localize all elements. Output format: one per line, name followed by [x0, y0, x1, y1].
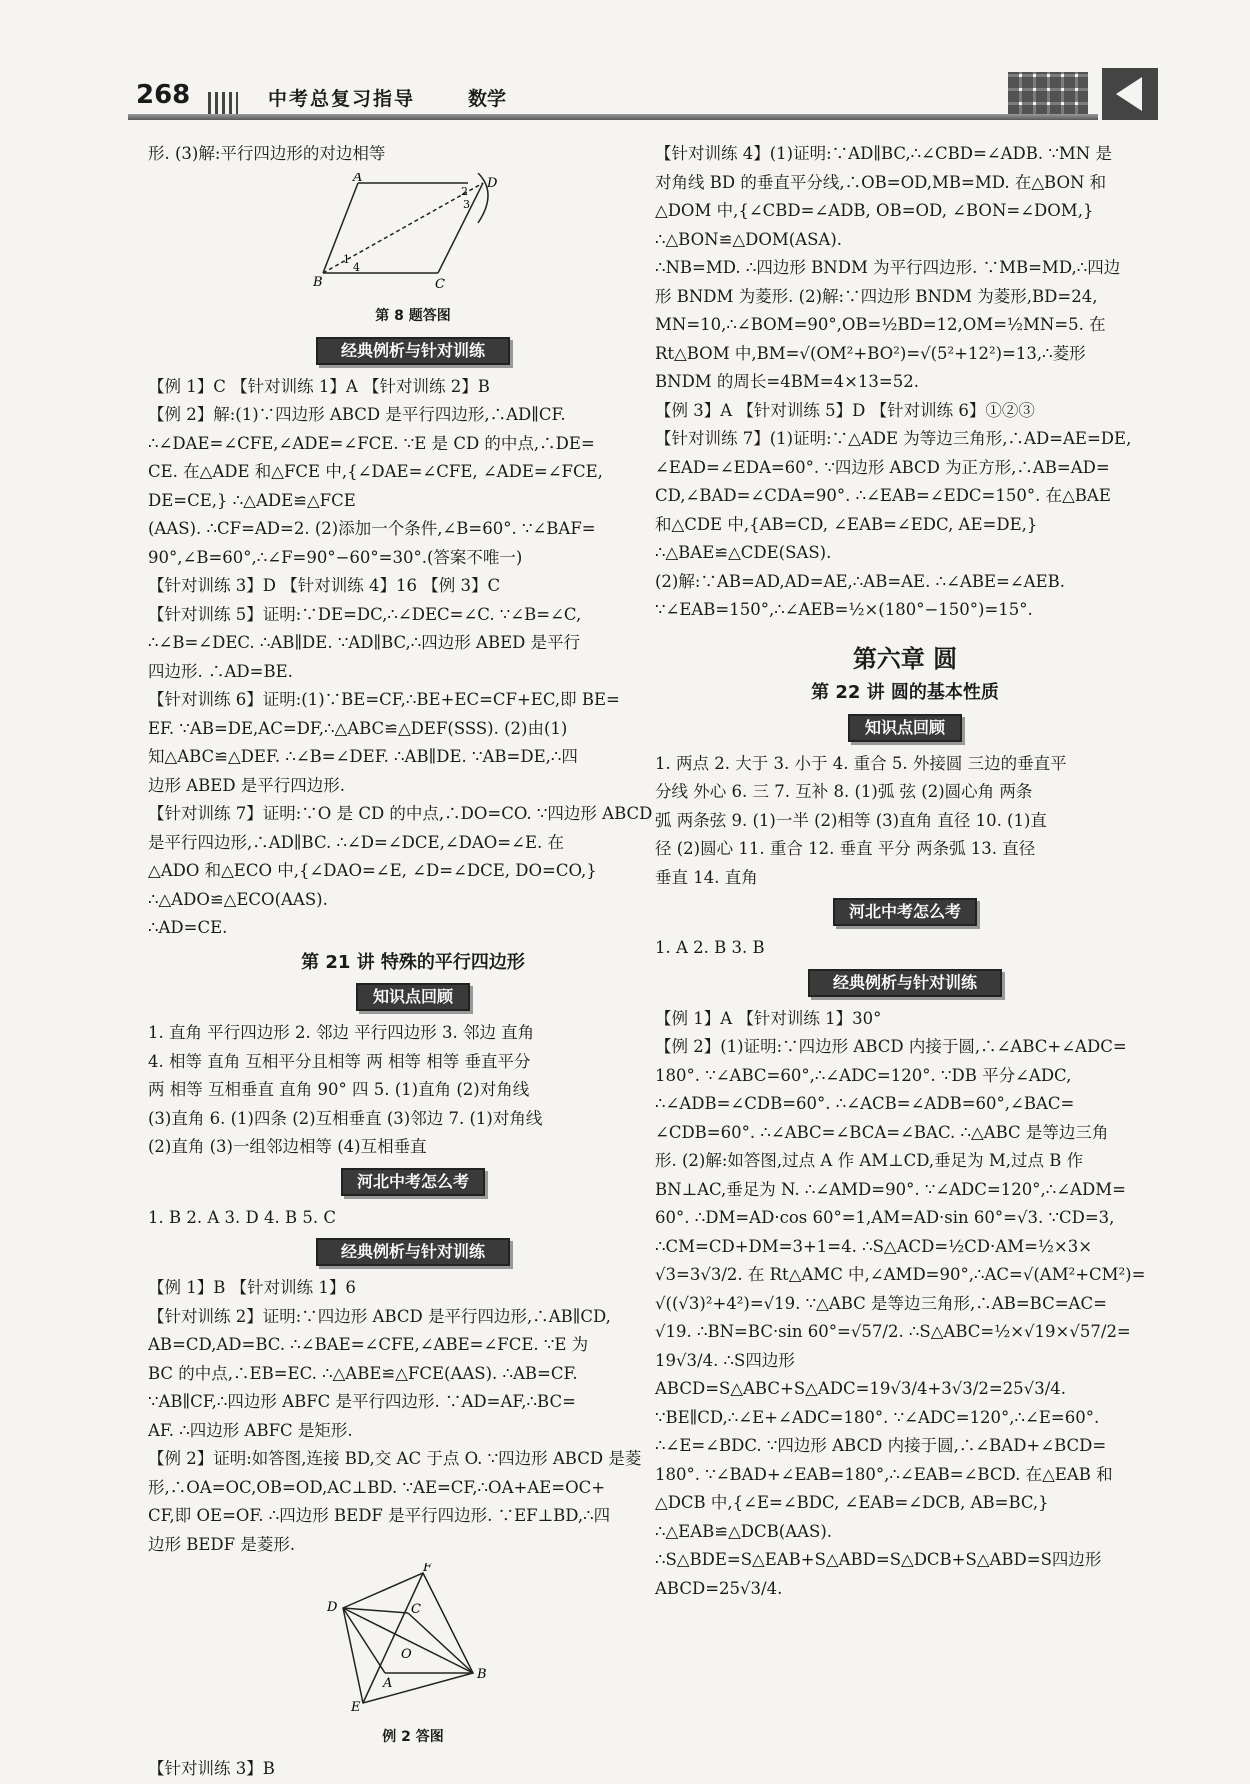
text-line: AF. ∴四边形 ABFC 是矩形. [148, 1420, 353, 1440]
text-line: 【例 1】A 【针对训练 1】30° [655, 1008, 882, 1028]
text-line: 对角线 BD 的垂直平分线,∴OB=OD,MB=MD. 在△BON 和 [655, 172, 1107, 192]
text-line: (3)直角 6. (1)四条 (2)互相垂直 (3)邻边 7. (1)对角线 [148, 1108, 543, 1128]
text-line: 弧 两条弦 9. (1)一半 (2)相等 (3)直角 直径 10. (1)直 [655, 810, 1047, 830]
text-line: ∴∠E=∠BDC. ∵四边形 ABCD 内接于圆,∴∠BAD+∠BCD= [655, 1436, 1107, 1455]
book-title: 中考总复习指导 [268, 88, 416, 110]
text-line: 【针对训练 3】B [148, 1759, 275, 1778]
text-line: ∴S△BDE=S△EAB+S△ABD=S△DCB+S△ABD=S四边形ABCD=25√3/4. [655, 1550, 1102, 1598]
lecture-title: 第 22 讲 圆的基本性质 [811, 682, 999, 703]
text-line: 1. 直角 平行四边形 2. 邻边 平行四边形 3. 邻边 直角 [148, 1023, 535, 1042]
text-line: ∵BE∥CD,∴∠E+∠ADC=180°. ∵∠ADC=120°,∴∠E=60°. [655, 1407, 1100, 1427]
fig8-label-c: C [435, 276, 445, 292]
fig8-angle-2: 2 [461, 184, 468, 198]
lecture-title: 第 21 讲 特殊的平行四边形 [301, 951, 525, 973]
text-line: ∴NB=MD. ∴四边形 BNDM 为平行四边形. ∵MB=MD,∴四边 [655, 258, 1121, 277]
text-line: 四边形. ∴AD=BE. [148, 661, 293, 681]
text-line: CD,∠BAD=∠CDA=90°. ∴∠EAB=∠EDC=150°. 在△BAE [655, 486, 1111, 505]
text-line: 【针对训练 7】证明:∵O 是 CD 的中点,∴DO=CO. ∵四边形 ABCD [148, 804, 653, 823]
section-banner: 经典例析与针对训练 [316, 1238, 510, 1266]
figure-8 [148, 173, 678, 331]
text-line: 边形 BEDF 是菱形. [148, 1534, 296, 1554]
text-line: ∵AB∥CF,∴四边形 ABFC 是平行四边形. ∵AD=AF,∴BC= [148, 1392, 576, 1411]
fig8-angle-1: 1 [343, 252, 350, 266]
fig8-label-d: D [487, 175, 498, 191]
text-line: MN=10,∴∠BOM=90°,OB=½BD=12,OM=½MN=5. 在 [655, 315, 1106, 334]
text-line: 【针对训练 7】(1)证明:∵△ADE 为等边三角形,∴AD=AE=DE, [655, 429, 1132, 448]
right-column [655, 140, 1155, 1603]
text-line: (AAS). ∴CF=AD=2. (2)添加一个条件,∠B=60°. ∵∠BAF= [148, 519, 596, 538]
text-line: 60°. ∴DM=AD·cos 60°=1,AM=AD·sin 60°=√3. ∵CD=3, [655, 1208, 1115, 1227]
text-line: 180°. ∵∠BAD+∠EAB=180°,∴∠EAB=∠BCD. 在△EAB 和 [655, 1464, 1113, 1484]
text-line: 【针对训练 6】证明:(1)∵BE=CF,∴BE+EC=CF+EC,即 BE= [148, 690, 620, 709]
text-line: CF,即 OE=OF. ∴四边形 BEDF 是平行四边形. ∵EF⊥BD,∴四 [148, 1506, 611, 1525]
fig8-label-a: A [353, 172, 363, 185]
text-line: 1. 两点 2. 大于 3. 小于 4. 重合 5. 外接圆 三边的垂直平 [655, 753, 1067, 773]
text-line: ∵∠EAB=150°,∴∠AEB=½×(180°−150°)=15°. [655, 600, 1033, 619]
chapter-title: 第六章 圆 [852, 644, 958, 673]
text-line: 【例 2】(1)证明:∵四边形 ABCD 内接于圆,∴∠ABC+∠ADC= [655, 1037, 1127, 1056]
fig2-label-c: C [411, 1602, 421, 1617]
text-line: CE. 在△ADE 和△FCE 中,{∠DAE=∠CFE, ∠ADE=∠FCE, DE=CE,} ∴△ADE≌△FCE [148, 462, 603, 510]
text-line: 【例 1】C 【针对训练 1】A 【针对训练 2】B [148, 376, 490, 396]
text-line: 【例 2】证明:如答图,连接 BD,交 AC 于点 O. ∵四边形 ABCD 是菱 [148, 1449, 642, 1468]
text-line: ∠EAD=∠EDA=60°. ∵四边形 ABCD 为正方形,∴AB=AD= [655, 457, 1110, 477]
text-line: 【例 1】B 【针对训练 1】6 [148, 1278, 356, 1297]
text-line: (2)解:∵AB=AD,AD=AE,∴AB=AE. ∴∠ABE=∠AEB. [655, 571, 1065, 591]
text-line: △DOM 中,{∠CBD=∠ADB, OB=OD, ∠BON=∠DOM,} ∴△BON≌△DOM(ASA). [655, 201, 1094, 249]
text-line: △ADO 和△ECO 中,{∠DAO=∠E, ∠D=∠DCE, DO=CO,} ∴△ADO≌△ECO(AAS). [148, 861, 597, 909]
text-line: EF. ∵AB=DE,AC=DF,∴△ABC≌△DEF(SSS). (2)由(1) [148, 718, 568, 738]
subject-label: 数学 [468, 88, 507, 110]
decorative-ticks [208, 92, 238, 114]
fig2-label-e: E [351, 1700, 361, 1713]
text-line: 形. (3)解:平行四边形的对边相等 [148, 144, 386, 163]
figure-example-2 [148, 1563, 678, 1751]
section-banner: 知识点回顾 [356, 983, 470, 1011]
text-line: 4. 相等 直角 互相平分且相等 两 相等 相等 垂直平分 [148, 1051, 531, 1071]
text-line: 【针对训练 2】证明:∵四边形 ABCD 是平行四边形,∴AB∥CD, [148, 1306, 611, 1326]
figure-8-diagram [313, 173, 513, 293]
page-number: 268 [136, 80, 191, 110]
fig8-angle-4: 4 [353, 260, 360, 274]
text-line: 【例 2】解:(1)∵四边形 ABCD 是平行四边形,∴AD∥CF. [148, 405, 566, 424]
section-banner: 经典例析与针对训练 [316, 337, 510, 365]
text-line: 【针对训练 3】D 【针对训练 4】16 【例 3】C [148, 576, 501, 595]
text-line: 1. A 2. B 3. B [655, 938, 765, 957]
text-line: √19. ∴BN=BC·sin 60°=√57/2. ∴S△ABC=½×√19×√57/2= [655, 1322, 1131, 1341]
text-line: 形. (2)解:如答图,过点 A 作 AM⊥CD,垂足为 M,过点 B 作 [655, 1151, 1084, 1170]
text-line: 垂直 14. 直角 [655, 867, 758, 887]
text-line: BN⊥AC,垂足为 N. ∴∠AMD=90°. ∵∠ADC=120°,∴∠ADM= [655, 1179, 1126, 1199]
text-line: ∴CM=CD+DM=3+1=4. ∴S△ACD=½CD·AM=½×3× [655, 1236, 1093, 1256]
text-line: 【针对训练 4】(1)证明:∵AD∥BC,∴∠CBD=∠ADB. ∵MN 是 [655, 144, 1112, 163]
header-rule [128, 114, 1098, 120]
fig8-angle-3: 3 [463, 197, 470, 211]
fig2-label-a: A [383, 1676, 393, 1691]
figure-example-2-caption: 例 2 答图 [382, 1728, 444, 1745]
text-line: ∠CDB=60°. ∴∠ABC=∠BCA=∠BAC. ∴△ABC 是等边三角 [655, 1122, 1109, 1142]
text-line: 和△CDE 中,{AB=CD, ∠EAB=∠EDC, AE=DE,} ∴△BAE≌△CDE(SAS). [655, 514, 1038, 562]
text-line: 1. B 2. A 3. D 4. B 5. C [148, 1207, 336, 1227]
fig2-label-o: O [401, 1647, 412, 1662]
arrow-icon [1102, 68, 1158, 120]
section-banner: 河北中考怎么考 [341, 1168, 485, 1196]
section-banner: 知识点回顾 [848, 714, 962, 742]
text-line: Rt△BOM 中,BM=√(OM²+BO²)=√(5²+12²)=13,∴菱形 [655, 343, 1086, 363]
left-column [148, 140, 678, 1784]
text-line: AB=CD,AD=BC. ∴∠BAE=∠CFE,∠ABE=∠FCE. ∵E 为 [148, 1335, 589, 1354]
text-line: 径 (2)圆心 11. 重合 12. 垂直 平分 两条弧 13. 直径 [655, 839, 1036, 858]
text-line: BNDM 的周长=4BM=4×13=52. [655, 372, 919, 391]
fig8-label-b: B [313, 274, 323, 290]
text-line: ∴∠B=∠DEC. ∴AB∥DE. ∵AD∥BC,∴四边形 ABED 是平行 [148, 633, 581, 652]
text-line: 19√3/4. ∴S四边形ABCD=S△ABC+S△ADC=19√3/4+3√3/2=25√3/4. [655, 1350, 1066, 1398]
text-line: √3=3√3/2. 在 Rt△AMC 中,∠AMD=90°,∴AC=√(AM²+CM²)= [655, 1265, 1146, 1284]
text-line: √((√3)²+4²)=√19. ∵△ABC 是等边三角形,∴AB=BC=AC= [655, 1293, 1107, 1313]
text-line: 是平行四边形,∴AD∥BC. ∴∠D=∠DCE,∠DAO=∠E. 在 [148, 832, 564, 852]
text-line: 【针对训练 5】证明:∵DE=DC,∴∠DEC=∠C. ∵∠B=∠C, [148, 604, 582, 624]
text-line: 形 BNDM 为菱形. (2)解:∵四边形 BNDM 为菱形,BD=24, [655, 286, 1098, 306]
text-line: 【例 3】A 【针对训练 5】D 【针对训练 6】①②③ [655, 400, 1035, 420]
figure-8-caption: 第 8 题答图 [375, 308, 451, 324]
text-line: (2)直角 (3)一组邻边相等 (4)互相垂直 [148, 1137, 427, 1156]
section-banner: 经典例析与针对训练 [808, 969, 1002, 997]
text-line: ∴∠ADB=∠CDB=60°. ∴∠ACB=∠ADB=60°,∠BAC= [655, 1094, 1075, 1113]
fig2-label-f: F [423, 1563, 433, 1575]
text-line: 形,∴OA=OC,OB=OD,AC⊥BD. ∵AE=CF,∴OA+AE=OC+ [148, 1477, 606, 1497]
text-line: ∴AD=CE. [148, 918, 228, 937]
text-line: ∴∠DAE=∠CFE,∠ADE=∠FCE. ∵E 是 CD 的中点,∴DE= [148, 433, 595, 453]
text-line: 90°,∠B=60°,∴∠F=90°−60°=30°.(答案不唯一) [148, 547, 523, 567]
decorative-squares [1008, 72, 1088, 116]
text-line: 180°. ∵∠ABC=60°,∴∠ADC=120°. ∵DB 平分∠ADC, [655, 1065, 1072, 1085]
text-line: △DCB 中,{∠E=∠BDC, ∠EAB=∠DCB, AB=BC,} ∴△EAB≌△DCB(AAS). [655, 1493, 1049, 1541]
text-line: 边形 ABED 是平行四边形. [148, 775, 346, 795]
text-line: BC 的中点,∴EB=EC. ∴△ABE≌△FCE(AAS). ∴AB=CF. [148, 1363, 578, 1383]
text-line: 知△ABC≌△DEF. ∴∠B=∠DEF. ∴AB∥DE. ∵AB=DE,∴四 [148, 747, 578, 766]
section-banner: 河北中考怎么考 [833, 898, 977, 926]
figure-example-2-diagram [323, 1563, 503, 1713]
fig2-label-d: D [327, 1600, 338, 1615]
fig2-label-b: B [477, 1667, 487, 1682]
page-header [128, 78, 1158, 120]
text-line: 两 相等 互相垂直 直角 90° 四 5. (1)直角 (2)对角线 [148, 1080, 530, 1099]
text-line: 分线 外心 6. 三 7. 互补 8. (1)弧 弦 (2)圆心角 两条 [655, 782, 1033, 801]
